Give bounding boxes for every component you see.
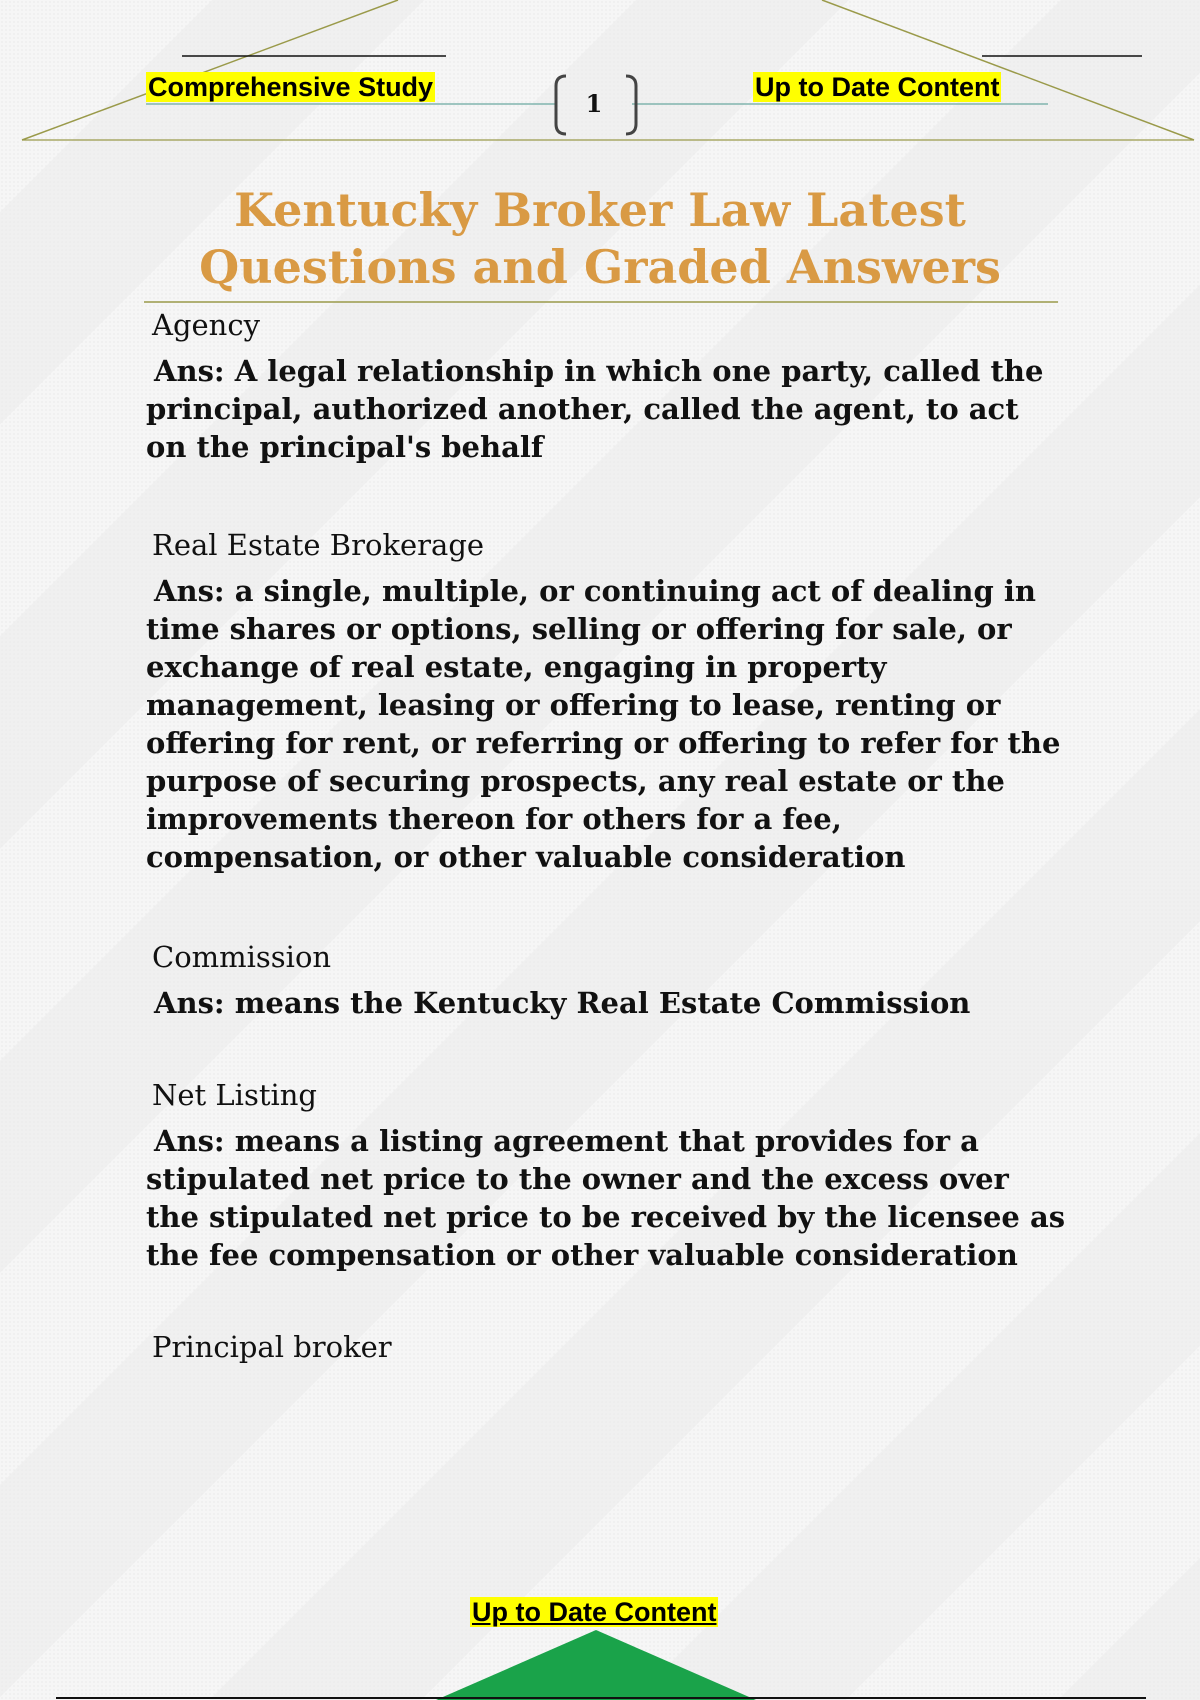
qa-item <box>146 526 1066 876</box>
header-left-label: Comprehensive Study <box>148 72 434 102</box>
answer-text: Ans: means the Kentucky Real Estate Commission <box>154 986 971 1020</box>
question-text: Net Listing <box>152 1078 317 1112</box>
header-right-label: Up to Date Content <box>755 72 1000 102</box>
question-text: Principal broker <box>152 1330 392 1364</box>
answer-text: Ans: a single, multiple, or continuing act of dealing in time shares or options, selling or offering for sale, or exchange of real estate, engaging in property management, leasing or offering to lease, renting or offering for rent, or referring or offering to refer for the purpose of securing prospects, any real estate or the improvements thereon for others for a fee, compensation, or other valuable consideration <box>146 574 1061 874</box>
answer-text: Ans: A legal relationship in which one party, called the principal, authorized another, called the agent, to act on the principal's behalf <box>146 354 1044 464</box>
qa-item <box>146 1076 1066 1274</box>
footer-label: Up to Date Content <box>472 1597 717 1627</box>
answer-text: Ans: means a listing agreement that provides for a stipulated net price to the owner and the excess over the stipulated net price to be received by the licensee as the fee compensation or other valuable consideration <box>146 1124 1066 1272</box>
qa-item <box>146 938 1066 1022</box>
qa-item <box>146 1328 1066 1366</box>
page-number: 1 <box>585 89 603 118</box>
question-text: Commission <box>152 940 332 974</box>
header-roof-left-line <box>22 0 398 140</box>
footer-green-triangle <box>436 1630 756 1700</box>
page-title: Kentucky Broker Law Latest Questions and Graded Answers <box>199 183 1001 294</box>
header-roof-right-line <box>822 0 1194 140</box>
question-text: Real Estate Brokerage <box>152 528 485 562</box>
qa-item <box>146 306 1066 466</box>
qa-list <box>146 306 1066 1374</box>
question-text: Agency <box>152 308 260 342</box>
